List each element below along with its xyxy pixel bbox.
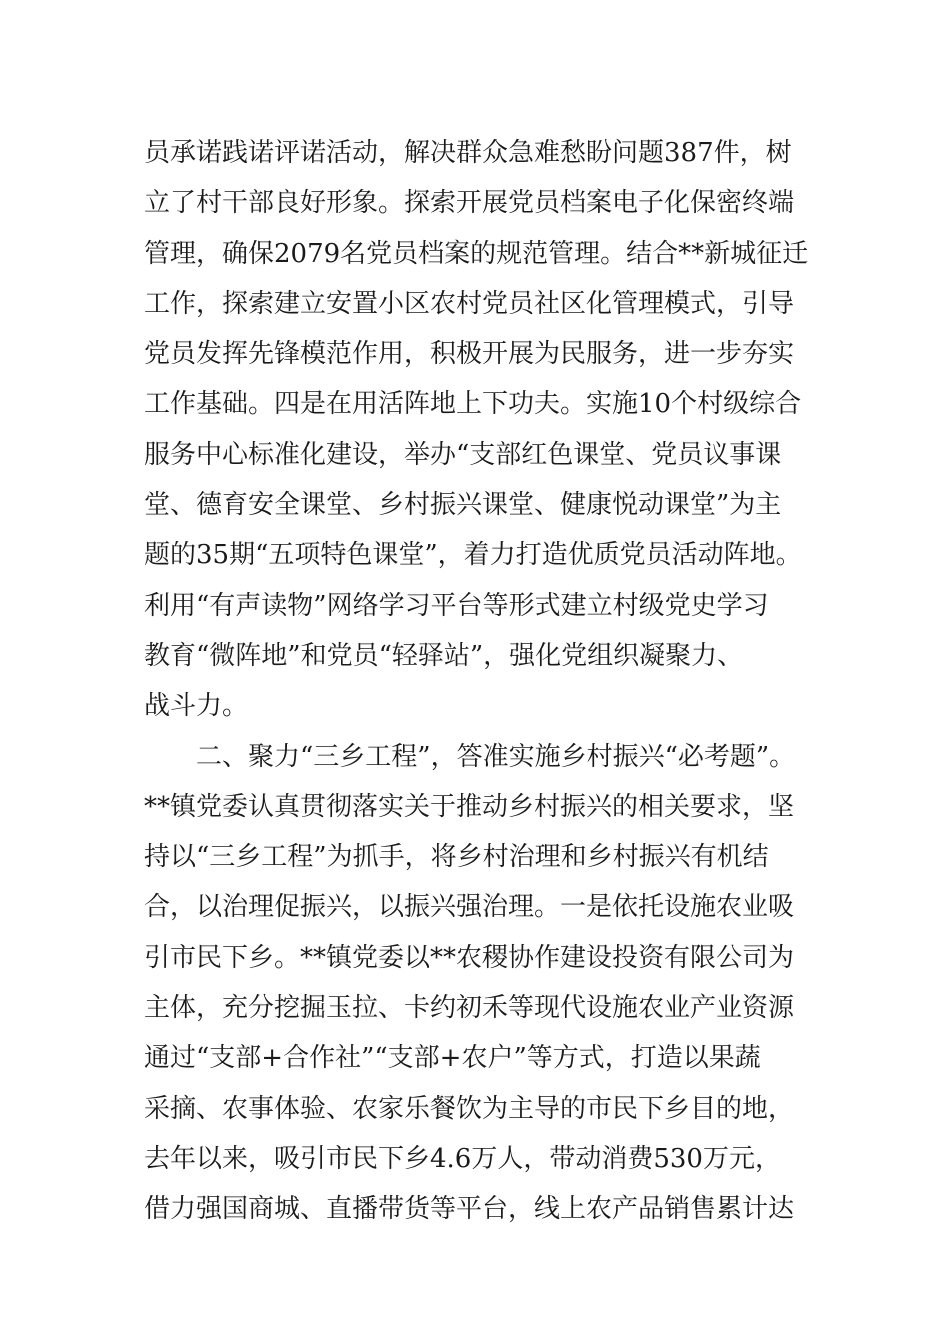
- text-line: 持以“三乡工程”为抓手，将乡村治理和乡村振兴有机结: [144, 842, 769, 873]
- text-line: 服务中心标准化建设，举办“支部红色课堂、党员议事课: [144, 439, 782, 470]
- text-line: 堂、德育安全课堂、乡村振兴课堂、健康悦动课堂”为主: [144, 490, 782, 521]
- text-line: 工作，探索建立安置小区农村党员社区化管理模式，引导: [144, 288, 795, 319]
- text-line: 党员发挥先锋模范作用，积极开展为民服务，进一步夯实: [144, 339, 795, 370]
- text-line: 合，以治理促振兴，以振兴强治理。一是依托设施农业吸: [144, 892, 795, 923]
- text-line: 立了村干部良好形象。探索开展党员档案电子化保密终端: [144, 188, 795, 219]
- text-line: 引市民下乡。**镇党委以**农稷协作建设投资有限公司为: [144, 942, 795, 973]
- text-line: 题的35期“五项特色课堂”，着力打造优质党员活动阵地。: [144, 540, 802, 571]
- text-line: 教育“微阵地”和党员“轻驿站”，强化党组织凝聚力、: [144, 640, 744, 671]
- text-line: 通过“支部+合作社”“支部+农户”等方式，打造以果蔬: [144, 1043, 761, 1074]
- text-line: 工作基础。四是在用活阵地上下功夫。实施10个村级综合: [144, 389, 802, 420]
- text-line: 管理，确保2079名党员档案的规范管理。结合**新城征迁: [144, 238, 809, 269]
- text-line: 去年以来，吸引市民下乡4.6万人，带动消费530万元，: [144, 1143, 781, 1174]
- text-line: **镇党委认真贯彻落实关于推动乡村振兴的相关要求，坚: [144, 791, 795, 822]
- text-line: 员承诺践诺评诺活动，解决群众急难愁盼问题387件，树: [144, 138, 792, 168]
- text-line: 战斗力。: [144, 691, 249, 722]
- text-line: 利用“有声读物”网络学习平台等形式建立村级党史学习: [144, 590, 769, 621]
- text-line: 主体，充分挖掘玉拉、卡约初禾等现代设施农业产业资源: [144, 993, 795, 1024]
- text-line: 借力强国商城、直播带货等平台，线上农产品销售累计达: [144, 1194, 795, 1225]
- body-text: [144, 128, 844, 1235]
- text-line: 采摘、农事体验、农家乐餐饮为主导的市民下乡目的地，: [144, 1093, 795, 1124]
- section-heading: 二、聚力“三乡工程”，答准实施乡村振兴“必考题”。: [196, 741, 796, 772]
